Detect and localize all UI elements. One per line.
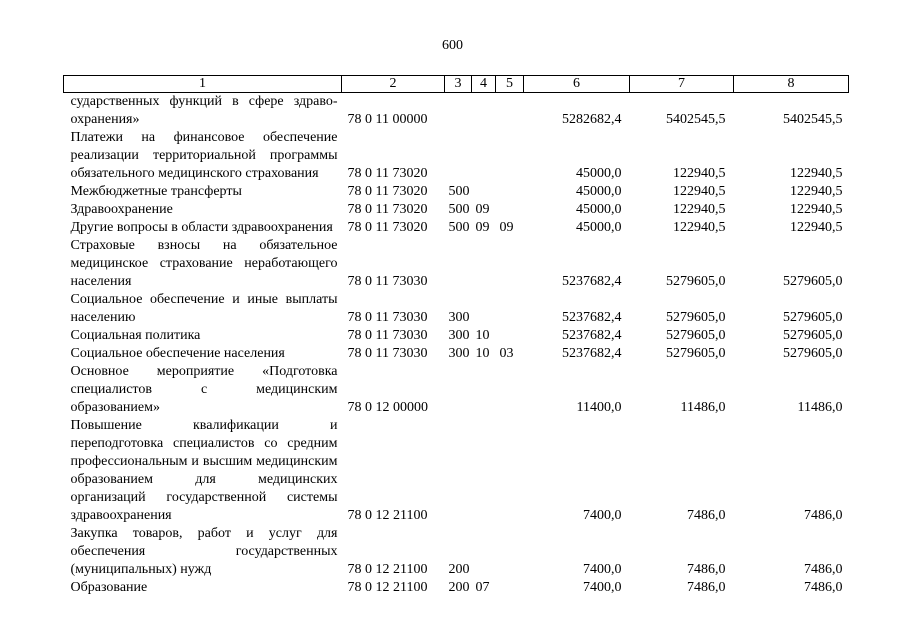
row-col5: [496, 129, 524, 183]
row-col3: [445, 417, 472, 525]
row-value-7: 7486,0: [687, 580, 726, 595]
row-code: 78 0 11 00000: [347, 112, 428, 127]
row-col3: 300: [448, 346, 470, 361]
row-value-8: 122940,5: [790, 166, 843, 181]
row-value-8: 11486,0: [797, 400, 843, 415]
row-value-6: 45000,0: [576, 184, 622, 199]
row-value-8: 122940,5: [790, 220, 843, 235]
row-value-7: 122940,5: [673, 166, 726, 181]
row-col5: [496, 201, 524, 219]
row-name: Межбюджетные трансферты: [70, 184, 242, 199]
row-code: 78 0 11 73030: [347, 310, 428, 325]
row-col3: [445, 93, 472, 130]
row-value-6: 7400,0: [583, 562, 622, 577]
table-row: [64, 93, 849, 130]
row-value-7: 7486,0: [687, 508, 726, 523]
row-name: Повышение квалификации и переподготовка специалистов со средним профессиональным и высшим медицинским образованием для медицинских организаций государственной системы здравоохранения: [70, 418, 338, 523]
row-col3: [445, 363, 472, 417]
row-name: Основное мероприятие «Подготовка специалистов с медицинским образованием»: [70, 364, 338, 415]
row-value-8: 5402545,5: [783, 112, 843, 127]
row-col5: 09: [499, 220, 514, 235]
row-name: Образование: [70, 580, 148, 595]
row-col5: [496, 93, 524, 130]
page-number: 600: [442, 38, 463, 53]
row-col5: [496, 579, 524, 597]
row-col4: [472, 237, 496, 291]
row-col4: [472, 183, 496, 201]
row-col4: 10: [475, 328, 490, 343]
header-cell: 8: [734, 76, 849, 93]
row-col5: [496, 237, 524, 291]
table-row: [64, 525, 849, 579]
row-col4: [472, 363, 496, 417]
row-value-8: 5279605,0: [783, 346, 843, 361]
row-col5: 03: [499, 346, 514, 361]
row-name: Социальное обеспечение и иные выплаты населению: [70, 292, 338, 325]
row-col4: [472, 417, 496, 525]
header-cell: 1: [64, 76, 342, 93]
row-code: 78 0 11 73030: [347, 346, 428, 361]
row-value-6: 45000,0: [576, 220, 622, 235]
row-col4: 07: [475, 580, 490, 595]
row-col4: [472, 93, 496, 130]
row-col3: 300: [448, 310, 470, 325]
row-code: 78 0 12 21100: [347, 562, 428, 577]
row-value-7: 7486,0: [687, 562, 726, 577]
row-code: 78 0 11 73020: [347, 202, 428, 217]
row-value-6: 45000,0: [576, 166, 622, 181]
header-row: [64, 76, 849, 93]
row-code: 78 0 11 73030: [347, 274, 428, 289]
table-row: [64, 129, 849, 183]
row-col3: 500: [448, 220, 470, 235]
row-col3: 500: [448, 202, 470, 217]
row-col5: [496, 363, 524, 417]
row-value-6: 5282682,4: [562, 112, 622, 127]
row-name: сударственных функций в сфере здраво-охранения»: [70, 94, 338, 127]
table-row: [64, 291, 849, 327]
row-value-8: 7486,0: [804, 580, 843, 595]
table-row: [64, 579, 849, 597]
row-value-7: 11486,0: [680, 400, 726, 415]
row-value-7: 122940,5: [673, 202, 726, 217]
row-col5: [496, 525, 524, 579]
row-col4: [472, 525, 496, 579]
row-col4: 09: [475, 220, 490, 235]
row-col4: 09: [475, 202, 490, 217]
row-col3: 300: [448, 328, 470, 343]
header-cell: 4: [472, 76, 496, 93]
row-col3: 200: [448, 580, 470, 595]
row-value-6: 11400,0: [576, 400, 622, 415]
table-row: [64, 327, 849, 345]
row-col5: [496, 417, 524, 525]
table-row: [64, 219, 849, 237]
row-col4: [472, 291, 496, 327]
row-code: 78 0 11 73030: [347, 328, 428, 343]
row-value-7: 5279605,0: [666, 274, 726, 289]
row-value-6: 5237682,4: [562, 274, 622, 289]
row-name: Страховые взносы на обязательное медицинское страхование неработающего населения: [70, 238, 338, 289]
row-value-8: 5279605,0: [783, 310, 843, 325]
row-value-6: 5237682,4: [562, 310, 622, 325]
row-name: Социальное обеспечение населения: [70, 346, 285, 361]
row-col3: 200: [448, 562, 470, 577]
row-name: Здравоохранение: [70, 202, 173, 217]
row-col4: [472, 129, 496, 183]
row-value-6: 7400,0: [583, 580, 622, 595]
row-value-6: 45000,0: [576, 202, 622, 217]
row-code: 78 0 12 21100: [347, 508, 428, 523]
row-value-7: 5402545,5: [666, 112, 726, 127]
row-col4: 10: [475, 346, 490, 361]
budget-table: [63, 75, 849, 597]
header-cell: 5: [496, 76, 524, 93]
header-cell: 3: [445, 76, 472, 93]
row-value-7: 122940,5: [673, 220, 726, 235]
row-name: Другие вопросы в области здравоохранения: [70, 220, 333, 235]
row-code: 78 0 12 00000: [347, 400, 428, 415]
row-col3: 500: [448, 184, 470, 199]
row-name: Закупка товаров, работ и услуг для обеспечения государственных (муниципальных) нужд: [70, 526, 338, 577]
row-value-7: 5279605,0: [666, 346, 726, 361]
header-cell: 2: [342, 76, 445, 93]
row-col5: [496, 327, 524, 345]
row-value-8: 122940,5: [790, 202, 843, 217]
row-value-7: 5279605,0: [666, 328, 726, 343]
table-row: [64, 183, 849, 201]
row-value-7: 5279605,0: [666, 310, 726, 325]
row-value-8: 122940,5: [790, 184, 843, 199]
table-row: [64, 237, 849, 291]
row-value-8: 7486,0: [804, 508, 843, 523]
row-value-6: 5237682,4: [562, 346, 622, 361]
row-value-8: 5279605,0: [783, 274, 843, 289]
table-row: [64, 201, 849, 219]
table-row: [64, 363, 849, 417]
header-cell: 7: [630, 76, 734, 93]
row-col5: [496, 183, 524, 201]
table-row: [64, 345, 849, 363]
table-row: [64, 417, 849, 525]
row-code: 78 0 11 73020: [347, 184, 428, 199]
row-value-7: 122940,5: [673, 184, 726, 199]
row-value-6: 7400,0: [583, 508, 622, 523]
row-value-6: 5237682,4: [562, 328, 622, 343]
row-value-8: 5279605,0: [783, 328, 843, 343]
row-code: 78 0 12 21100: [347, 580, 428, 595]
row-value-8: 7486,0: [804, 562, 843, 577]
row-col3: [445, 129, 472, 183]
row-code: 78 0 11 73020: [347, 166, 428, 181]
row-col5: [496, 291, 524, 327]
row-col3: [445, 237, 472, 291]
row-name: Социальная политика: [70, 328, 201, 343]
row-code: 78 0 11 73020: [347, 220, 428, 235]
header-cell: 6: [524, 76, 630, 93]
row-name: Платежи на финансовое обеспечение реализации территориальной программы обязательного медицинского страхования: [70, 130, 338, 181]
